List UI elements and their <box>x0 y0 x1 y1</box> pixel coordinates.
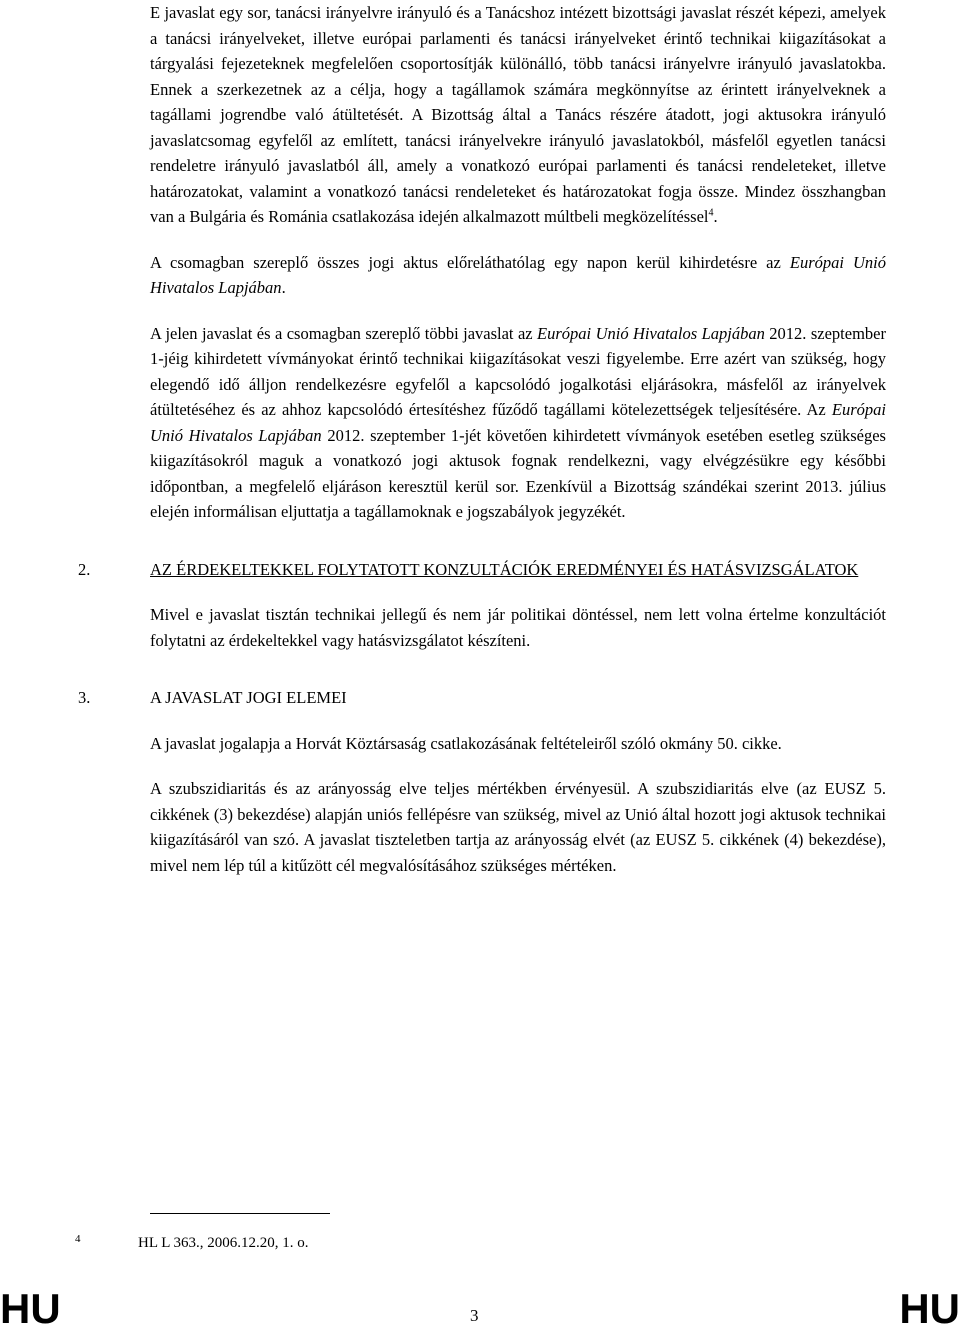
section-number: 3. <box>78 688 91 707</box>
footnote-text: HL L 363., 2006.12.20, 1. o. <box>138 1235 309 1251</box>
paragraph-consultation: Mivel e javaslat tisztán technikai jellegű és nem jár politikai döntéssel, nem lett volna értelme konzultációt folytatni az érdekeltekkel vagy hatásvizsgálatot készíteni. <box>150 605 886 650</box>
footer-language-right: HU <box>899 1285 960 1332</box>
section-title: AZ ÉRDEKELTEKKEL FOLYTATOTT KONZULTÁCIÓK EREDMÉNYEI ÉS HATÁSVIZSGÁLATOK <box>150 559 859 579</box>
footnote-reference: 4 <box>708 207 714 219</box>
paragraph-package-structure: E javaslat egy sor, tanácsi irányelvre irányuló és a Tanácshoz intézett bizottsági javaslat részét képezi, amelyek a tanácsi irányelveket, illetve európai parlamenti és tanácsi irányelveket érintő technikai kiigazításokat a tárgyalási fejezeteknek megfelelően csoportosítják különálló, több tanácsi irányelvre irányuló javaslatokba. Ennek a szerkezetnek az a célja, hogy a tagállamok számára megkönnyítse az érintett irányelveknek a tagállami jogrendbe való átültetését. A Bizottság által a Tanács részére átadott, jogi aktusokra irányuló javaslatcsomag egyfelől az említett, tanácsi irányelvekre irányuló javaslatokból, másfelől egyetlen tanácsi rendeletre irányuló javaslatból áll, amely a vonatkozó európai parlamenti és tanácsi rendeleteket, illetve határozatokat, valamint a vonatkozó tanácsi rendeleteket és határozatokat fogja össze. Mindez összhangban van a Bulgária és Románia csatlakozása idején alkalmazott múltbeli megközelítéssel$^4$. <box>150 3 886 226</box>
section-number: 2. <box>78 559 91 579</box>
section-heading-2 <box>78 557 886 583</box>
section-title: A JAVASLAT JOGI ELEMEI <box>150 688 347 707</box>
footnote-separator <box>150 1213 330 1214</box>
paragraph-publication: A csomagban szereplő összes jogi aktus előreláthatólag egy napon kerül kihirdetésre az Európai Unió Hivatalos Lapjában. <box>150 252 886 297</box>
footnote-number: 4 <box>75 1233 81 1245</box>
footer-language-left: HU <box>0 1285 61 1332</box>
document-body <box>78 0 886 898</box>
section-heading-3 <box>78 685 886 711</box>
page-number: 3 <box>470 1306 479 1325</box>
paragraph-acquis-cutoff: A jelen javaslat és a csomagban szereplő többi javaslat az Európai Unió Hivatalos Lapjában 2012. szeptember 1-jéig kihirdetett vívmányokat érintő technikai kiigazításokat veszi figyelembe. Erre azért van szükség, hogy elegendő idő álljon rendelkezésre egyfelől a kapcsolódó jogalkotási eljárásokra, másfelől az irányelvek átültetéséhez és az ahhoz kapcsolódó értesítéshez fűződő tagállami kötelezettségek teljesítésére. Az Európai Unió Hivatalos Lapjában 2012. szeptember 1-jét követően kihirdetett vívmányok esetében esetleg szükséges kiigazításokról maguk a vonatkozó jogi aktusok fognak rendelkezni, vagy elvégzésükre egy későbbi időpontban, a megfelelő eljáráson keresztül kerül sor. Ezenkívül a Bizottság szándékai szerint 2013. július elején informálisan eljuttatja a tagállamoknak e jogszabályok jegyzékét. <box>150 323 886 521</box>
paragraph-subsidiarity: A szubszidiaritás és az arányosság elve teljes mértékben érvényesül. A szubszidiaritás elve (az EUSZ 5. cikkének (3) bekezdése) alapján uniós fellépésre van szükség, mivel az Unió által hozott jogi aktusok technikai kiigazításáról van szó. A javaslat tiszteletben tartja az arányosság elvét (az EUSZ 5. cikkének (4) bekezdése), mivel nem lép túl a kitűzött cél megvalósításához szükséges mértéken. <box>150 779 886 875</box>
paragraph-legal-basis: A javaslat jogalapja a Horvát Köztársaság csatlakozásának feltételeiről szóló okmány 50. cikke. <box>150 733 782 753</box>
